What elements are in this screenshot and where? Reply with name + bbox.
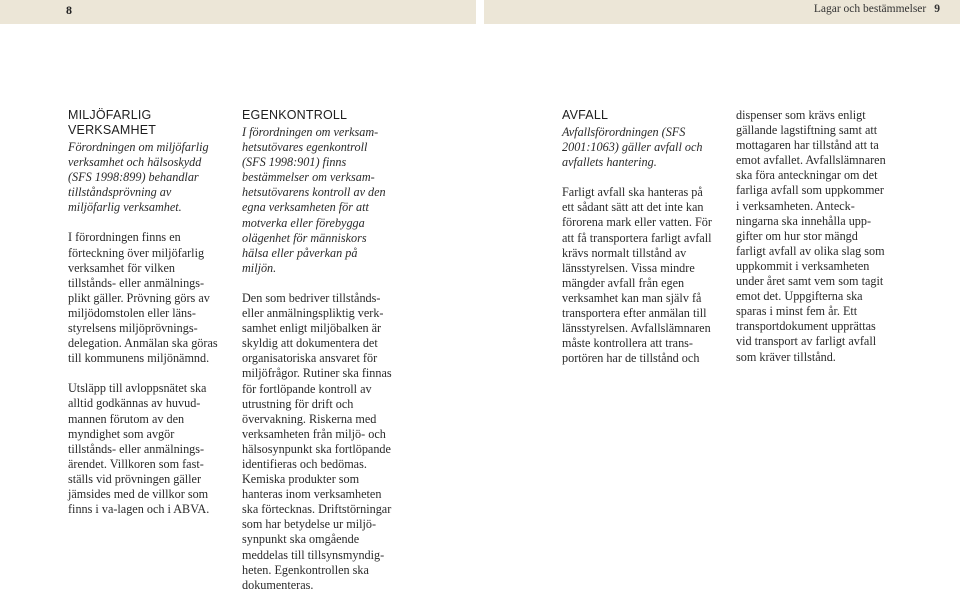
text-line: sparas i minst fem år. Ett [736, 304, 858, 319]
text-line: eller anmälningspliktig verk- [242, 306, 384, 321]
text-line: heten. Egenkontrollen ska [242, 562, 369, 577]
text-line: Farligt avfall ska hanteras på [562, 185, 703, 200]
text-line: motverka eller förebygga [242, 215, 365, 230]
text-line: vid transport av farligt avfall [736, 334, 877, 349]
text-line: övervakning. Riskerna med [242, 411, 377, 426]
text-line: mottagaren har tillstånd att ta [736, 138, 879, 153]
section-heading [242, 108, 412, 123]
text-line: hetsutövarens kontroll av den [242, 185, 386, 200]
text-line: verksamhet och hälsoskydd [68, 155, 202, 170]
text-line: Avfallsförordningen (SFS [562, 125, 686, 139]
text-line: mannen förutom av den [68, 411, 185, 426]
text-line: dokumenteras. [242, 577, 314, 592]
body-paragraph [736, 108, 896, 365]
text-line: portören har de tillstånd och [562, 351, 700, 366]
text-line: transportera efter anmälan till [562, 306, 707, 321]
text-line: tillstånds- eller anmälnings- [68, 275, 205, 290]
text-line: uppkommit i verksamheten [736, 258, 870, 273]
running-header [814, 3, 940, 15]
column-avfall-continued [736, 108, 896, 365]
text-line: 2001:1063) gäller avfall och [562, 140, 703, 155]
text-line: identifieras och bedömas. [242, 456, 367, 471]
text-line: organisatoriska ansvaret för [242, 351, 378, 366]
text-line: I förordningen finns en [68, 230, 181, 245]
text-line: ska föra anteckningar om det [736, 168, 878, 183]
text-line: gällande lagstiftning samt att [736, 123, 878, 138]
text-line: ett sådant sätt att det inte kan [562, 200, 704, 215]
heading-line: VERKSAMHET [68, 123, 157, 137]
text-line: Förordningen om miljöfarlig [68, 140, 209, 154]
text-line: verksamhet för vilken [68, 260, 175, 275]
text-line: miljöfrågor. Rutiner ska finnas [242, 366, 392, 381]
text-line: verksamhet kan man själv få [562, 290, 702, 305]
text-line: meddelas till tillsynsmyndig- [242, 547, 385, 562]
text-line: krävs normalt tillstånd av [562, 245, 687, 260]
heading-line: EGENKONTROLL [242, 108, 348, 122]
text-line: emot avfallet. Avfallslämnaren [736, 153, 886, 168]
text-line: miljöfarlig verksamhet. [68, 200, 182, 215]
page-number-left: 8 [66, 3, 72, 17]
text-line: farliga avfall som uppkommer [736, 183, 884, 198]
text-line: skyldig att dokumentera det [242, 336, 378, 351]
text-line: för fortlöpande kontroll av [242, 381, 372, 396]
text-line: emot det. Uppgifterna ska [736, 289, 863, 304]
text-line: utrustning för drift och [242, 396, 354, 411]
body-paragraph [68, 230, 233, 366]
page-number-right: 9 [934, 3, 940, 15]
lead-paragraph [242, 125, 412, 276]
body-paragraph [562, 185, 722, 366]
section-heading [68, 108, 233, 138]
text-line: plikt gäller. Prövning görs av [68, 290, 210, 305]
text-line: i verksamheten. Anteck- [736, 198, 855, 213]
lead-paragraph [562, 125, 722, 170]
text-line: förorena mark eller vatten. För [562, 215, 712, 230]
text-line: transportdokument upprättas [736, 319, 876, 334]
text-line: I förordningen om verksam- [242, 125, 379, 139]
text-line: länsstyrelsen. Vissa mindre [562, 260, 695, 275]
text-line: till kommunens miljönämnd. [68, 351, 210, 366]
text-line: förteckning över miljöfarlig [68, 245, 205, 260]
text-line: att få transportera farligt avfall [562, 230, 712, 245]
text-line: hälsa eller påverkan på [242, 245, 358, 260]
text-line: som har betydelse ur miljö- [242, 517, 377, 532]
text-line: mängder avfall från egen [562, 275, 685, 290]
text-line: samhet enligt miljöbalken är [242, 321, 382, 336]
text-line: miljön. [242, 260, 277, 275]
body-paragraph [242, 291, 412, 593]
text-line: styrelsens miljöprövnings- [68, 321, 198, 336]
text-line: som kräver tillstånd. [736, 349, 836, 364]
text-line: (SFS 1998:899) behandlar [68, 170, 199, 185]
text-line: bestämmelser om verksam- [242, 170, 375, 185]
page-header [0, 0, 960, 24]
text-line: verksamheten från miljö- och [242, 426, 386, 441]
text-line: tillstånds- eller anmälnings- [68, 441, 205, 456]
text-line: Kemiska produkter som [242, 472, 360, 487]
text-line: Utsläpp till avloppsnätet ska [68, 381, 207, 396]
text-line: olägenhet för människors [242, 230, 367, 245]
text-line: dispenser som krävs enligt [736, 108, 866, 122]
text-line: ska förtecknas. Driftstörningar [242, 502, 392, 517]
column-egenkontroll [242, 108, 412, 593]
text-line: gifter om hur stor mängd [736, 228, 858, 243]
text-line: alltid godkännas av huvud- [68, 396, 201, 411]
text-line: hanteras inom verksamheten [242, 487, 382, 502]
text-line: delegation. Anmälan ska göras [68, 336, 218, 351]
text-line: farligt avfall av olika slag som [736, 243, 885, 258]
text-line: ställs vid prövningen gäller [68, 471, 202, 486]
running-title: Lagar och bestämmelser [813, 3, 927, 15]
section-heading [562, 108, 722, 123]
text-line: finns i va-lagen och i ABVA. [68, 502, 210, 517]
lead-paragraph [68, 140, 233, 215]
text-line: ningarna ska innehålla upp- [736, 213, 872, 228]
column-avfall [562, 108, 722, 366]
text-line: hetsutövares egenkontroll [242, 140, 368, 155]
text-line: under året samt vem som tagit [736, 274, 884, 289]
text-line: myndighet som avgör [68, 426, 175, 441]
text-line: jämsides med de villkor som [68, 486, 209, 501]
text-line: måste kontrollera att trans- [562, 336, 693, 351]
text-line: synpunkt ska omgående [242, 532, 360, 547]
column-miljofarlig-verksamhet [68, 108, 233, 517]
text-line: tillståndsprövning av [68, 185, 172, 200]
body-paragraph [68, 381, 233, 517]
text-line: hälsosynpunkt ska fortlöpande [242, 441, 391, 456]
text-line: ärendet. Villkoren som fast- [68, 456, 204, 471]
heading-line: MILJÖFARLIG [68, 108, 152, 122]
text-line: länsstyrelsen. Avfallslämnaren [562, 321, 711, 336]
heading-line: AVFALL [562, 108, 609, 122]
text-line: (SFS 1998:901) finns [242, 155, 347, 170]
text-line: egna verksamheten för att [242, 200, 369, 215]
text-line: Den som bedriver tillstånds- [242, 290, 381, 305]
text-line: avfallets hantering. [562, 155, 657, 170]
text-line: miljödomstolen eller läns- [68, 305, 196, 320]
